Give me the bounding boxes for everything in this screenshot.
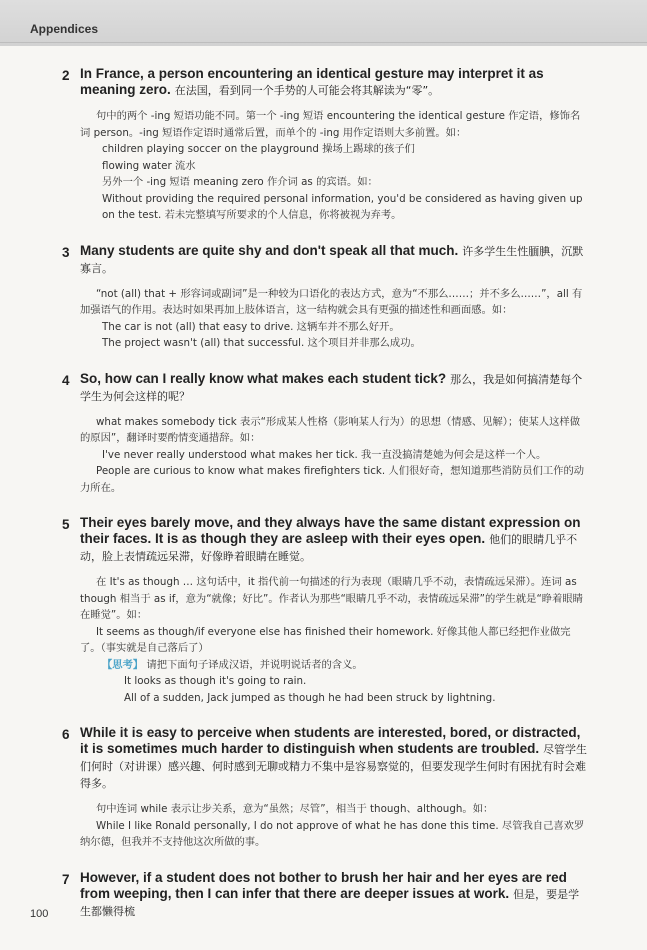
explanation-text: 另外一个 -ing 短语 meaning zero 作介词 as 的宾语。如： — [102, 176, 378, 188]
item-number: 5 — [62, 517, 70, 532]
note-item-4 — [62, 371, 590, 497]
example: children playing soccer on the playground 操场上踢球的孩子们 — [102, 143, 415, 155]
exercise-sentence: It looks as though it's going to rain. — [124, 675, 307, 687]
sentence-english: While it is easy to perceive when students are interested, bored, or distracted, it is sometimes much harder to distinguish when students are troubled. — [80, 725, 581, 756]
section-title: Appendices — [30, 22, 99, 36]
explanation-text: what makes somebody tick 表示“形成某人性格（影响某人行为）的思想（情感、见解）；使某人这样做的原因”，翻译时要酌情变通措辞。如： — [80, 415, 581, 444]
example: I've never really understood what makes her tick. 我一直没搞清楚她为何会是这样一个人。 — [102, 448, 547, 461]
example: It seems as though/if everyone else has finished their homework. 好像其他人都已经把作业做完了。（事实就是自己落后了） — [80, 625, 571, 654]
sentence-translation: 但是，要是学生都懒得梳 — [80, 887, 580, 918]
key-sentence — [80, 725, 590, 792]
explanation — [80, 574, 590, 706]
sentence-english: However, if a student does not bother to brush her hair and her eyes are red from weeping, then I can infer that there are deeper issues at work. — [80, 869, 567, 901]
note-item-5 — [62, 515, 590, 706]
item-number: 7 — [62, 871, 70, 887]
example: While I like Ronald personally, I do not approve of what he has done this time. 尽管我自己喜欢罗纳尔德，但我并不支持他这次所做的事。 — [80, 819, 585, 848]
item-number: 4 — [62, 372, 70, 388]
key-sentence — [80, 66, 590, 99]
page-number: 100 — [30, 908, 49, 920]
explanation-text: 在 It's as though … 这句话中，it 指代前一句描述的行为表现（眼睛几乎不动，表情疏远呆滞）。连词 as though 相当于 as if，意为“就像；好比”。作者认为那些“眼睛几乎不动，表情疏远呆滞”的学生就是“睁着眼睛在睡觉”。如： — [80, 576, 583, 621]
explanation — [80, 801, 590, 851]
sentence-english: So, how can I really know what makes each student tick? — [80, 370, 447, 386]
explanation — [80, 414, 590, 497]
explanation — [80, 286, 590, 352]
key-sentence — [80, 515, 590, 565]
explanation-text: 句中连词 while 表示让步关系，意为“虽然；尽管”，相当于 though、although。如： — [96, 803, 494, 815]
note-item-7 — [62, 870, 590, 920]
sentence-translation: 尽管学生们何时（对讲课）感兴趣、何时感到无聊或精力不集中是容易察觉的，但要发现学生何时有困扰有时会难得多。 — [80, 743, 588, 790]
sentence-translation: 那么，我是如何搞清楚每个学生为何会这样的呢？ — [80, 372, 583, 403]
item-number: 3 — [62, 244, 70, 260]
example: People are curious to know what makes firefighters tick. 人们很好奇，想知道那些消防员们工作的动力所在。 — [80, 465, 585, 494]
exercise-sentence: All of a sudden, Jack jumped as though he had been struck by lightning. — [124, 691, 496, 704]
example: Without providing the required personal information, you'd be considered as having given up on the test. 若未完整填写所要求的个人信息，你将被视为弃考。 — [102, 192, 583, 221]
note-item-3 — [62, 243, 590, 352]
header-divider — [0, 42, 647, 43]
think-prompt — [102, 657, 590, 674]
sentence-translation: 在法国，看到同一个手势的人可能会将其解读为“零”。 — [174, 84, 440, 97]
note-item-6 — [62, 725, 590, 851]
explanation-text: “not (all) that + 形容词或副词”是一种较为口语化的表达方式，意为“不那么……；并不多么……”，all 有加强语气的作用。表达时如果再加上肢体语言，这一结构就会具有更强的描述性和画面感。如： — [80, 287, 583, 316]
key-sentence — [80, 870, 590, 920]
sentence-english: Their eyes barely move, and they always have the same distant expression on their faces. It is as though they are asleep with their eyes open. — [80, 515, 581, 546]
sentence-english: Many students are quite shy and don't speak all that much. — [80, 242, 459, 258]
key-sentence — [80, 243, 590, 277]
example: The project wasn't (all) that successful. 这个项目并非那么成功。 — [102, 337, 421, 349]
think-tag: 【思考】 — [102, 658, 144, 671]
item-number: 6 — [62, 727, 70, 742]
example: The car is not (all) that easy to drive. 这辆车并不那么好开。 — [102, 320, 400, 333]
key-sentence — [80, 371, 590, 405]
content-area — [62, 66, 590, 939]
explanation-text: 句中的两个 -ing 短语功能不同。第一个 -ing 短语 encountering the identical gesture 作定语，修饰名词 person。-ing 短语作定语时通常后置，而单个的 -ing 用作定语则大多前置。如： — [80, 110, 581, 139]
sentence-translation: 他们的眼睛几乎不动，脸上表情疏远呆滞，好像睁着眼睛在睡觉。 — [80, 533, 578, 563]
sentence-translation: 许多学生生性腼腆，沉默寡言。 — [80, 244, 584, 275]
item-number: 2 — [62, 68, 70, 83]
example: flowing water 流水 — [102, 159, 196, 172]
note-item-2 — [62, 66, 590, 224]
sentence-english: In France, a person encountering an identical gesture may interpret it as meaning zero. — [80, 66, 544, 97]
think-instruction: 请把下面句子译成汉语，并说明说话者的含义。 — [146, 658, 363, 671]
explanation — [80, 108, 590, 224]
